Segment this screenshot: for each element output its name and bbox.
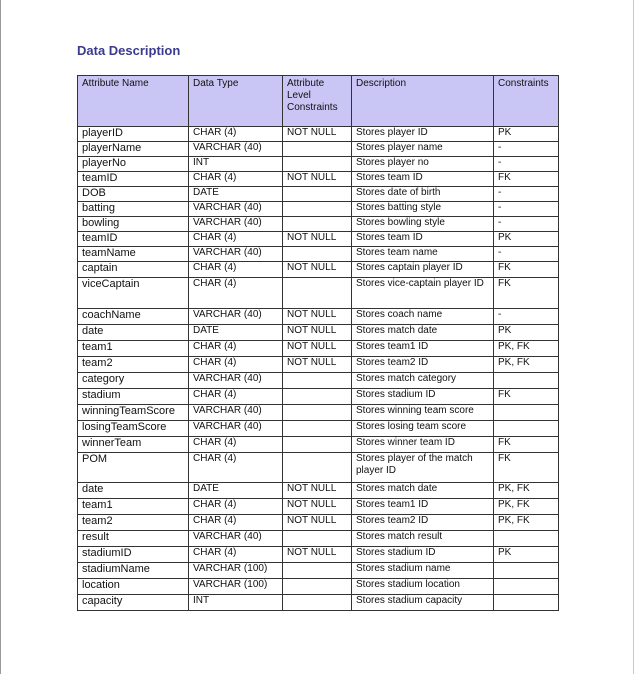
data-type-cell: INT — [189, 157, 283, 172]
constraints-cell — [494, 531, 559, 547]
data-type-cell: DATE — [189, 325, 283, 341]
data-type-cell: VARCHAR (40) — [189, 405, 283, 421]
attribute-name-cell: DOB — [78, 187, 189, 202]
attribute-name-cell: playerNo — [78, 157, 189, 172]
description-cell: Stores winning team score — [352, 405, 494, 421]
constraints-cell: PK, FK — [494, 515, 559, 531]
attribute-constraint-cell: NOT NULL — [283, 309, 352, 325]
table-row — [78, 595, 559, 611]
attribute-constraint-cell — [283, 531, 352, 547]
constraints-cell: - — [494, 309, 559, 325]
attribute-constraint-cell — [283, 217, 352, 232]
description-cell: Stores team ID — [352, 172, 494, 187]
header-attribute-level-constraints: Attribute Level Constraints — [283, 76, 352, 127]
description-cell: Stores team2 ID — [352, 515, 494, 531]
attribute-name-cell: winnerTeam — [78, 437, 189, 453]
data-type-cell: CHAR (4) — [189, 499, 283, 515]
description-cell: Stores team name — [352, 247, 494, 262]
data-type-cell: CHAR (4) — [189, 437, 283, 453]
attribute-name-cell: location — [78, 579, 189, 595]
attribute-name-cell: viceCaptain — [78, 278, 189, 309]
constraints-cell: FK — [494, 437, 559, 453]
attribute-constraint-cell — [283, 563, 352, 579]
table-row — [78, 142, 559, 157]
attribute-constraint-cell: NOT NULL — [283, 232, 352, 247]
description-cell: Stores player ID — [352, 127, 494, 142]
table-row — [78, 389, 559, 405]
description-cell: Stores stadium location — [352, 579, 494, 595]
attribute-name-cell: playerID — [78, 127, 189, 142]
attribute-constraint-cell — [283, 421, 352, 437]
attribute-name-cell: capacity — [78, 595, 189, 611]
attribute-constraint-cell: NOT NULL — [283, 341, 352, 357]
description-cell: Stores team ID — [352, 232, 494, 247]
constraints-cell: PK — [494, 547, 559, 563]
constraints-cell: PK, FK — [494, 357, 559, 373]
data-type-cell: VARCHAR (40) — [189, 373, 283, 389]
attribute-constraint-cell — [283, 278, 352, 309]
description-cell: Stores team2 ID — [352, 357, 494, 373]
constraints-cell: - — [494, 142, 559, 157]
data-type-cell: CHAR (4) — [189, 278, 283, 309]
data-type-cell: CHAR (4) — [189, 172, 283, 187]
constraints-cell: - — [494, 187, 559, 202]
table-header-row — [78, 76, 559, 127]
table-row — [78, 202, 559, 217]
data-type-cell: CHAR (4) — [189, 341, 283, 357]
data-type-cell: VARCHAR (100) — [189, 579, 283, 595]
description-cell: Stores player no — [352, 157, 494, 172]
attribute-constraint-cell — [283, 373, 352, 389]
data-type-cell: VARCHAR (40) — [189, 217, 283, 232]
description-cell: Stores player of the match player ID — [352, 453, 494, 483]
constraints-cell: - — [494, 202, 559, 217]
data-type-cell: VARCHAR (40) — [189, 247, 283, 262]
constraints-cell: PK — [494, 325, 559, 341]
table-row — [78, 515, 559, 531]
header-attribute-name: Attribute Name — [78, 76, 189, 127]
attribute-constraint-cell: NOT NULL — [283, 483, 352, 499]
description-cell: Stores stadium ID — [352, 547, 494, 563]
attribute-name-cell: result — [78, 531, 189, 547]
attribute-constraint-cell: NOT NULL — [283, 515, 352, 531]
data-type-cell: INT — [189, 595, 283, 611]
constraints-cell: - — [494, 217, 559, 232]
data-type-cell: CHAR (4) — [189, 127, 283, 142]
description-cell: Stores match category — [352, 373, 494, 389]
table-row — [78, 262, 559, 278]
description-cell: Stores team1 ID — [352, 341, 494, 357]
table-row — [78, 172, 559, 187]
attribute-constraint-cell — [283, 142, 352, 157]
attribute-constraint-cell: NOT NULL — [283, 262, 352, 278]
data-description-table — [77, 75, 559, 611]
attribute-name-cell: POM — [78, 453, 189, 483]
data-type-cell: VARCHAR (40) — [189, 421, 283, 437]
table-row — [78, 483, 559, 499]
attribute-constraint-cell: NOT NULL — [283, 325, 352, 341]
table-row — [78, 157, 559, 172]
table-row — [78, 187, 559, 202]
table-row — [78, 278, 559, 309]
constraints-cell: PK, FK — [494, 341, 559, 357]
description-cell: Stores winner team ID — [352, 437, 494, 453]
description-cell: Stores stadium ID — [352, 389, 494, 405]
table-row — [78, 232, 559, 247]
header-constraints: Constraints — [494, 76, 559, 127]
description-cell: Stores vice-captain player ID — [352, 278, 494, 309]
table-body — [78, 127, 559, 611]
attribute-name-cell: bowling — [78, 217, 189, 232]
data-type-cell: VARCHAR (40) — [189, 142, 283, 157]
data-type-cell: DATE — [189, 187, 283, 202]
table-row — [78, 437, 559, 453]
description-cell: Stores losing team score — [352, 421, 494, 437]
attribute-name-cell: team2 — [78, 515, 189, 531]
table-row — [78, 563, 559, 579]
attribute-name-cell: team1 — [78, 341, 189, 357]
data-type-cell: VARCHAR (40) — [189, 531, 283, 547]
attribute-name-cell: stadium — [78, 389, 189, 405]
attribute-constraint-cell: NOT NULL — [283, 127, 352, 142]
description-cell: Stores match result — [352, 531, 494, 547]
table-row — [78, 453, 559, 483]
constraints-cell: PK — [494, 232, 559, 247]
attribute-name-cell: date — [78, 325, 189, 341]
attribute-name-cell: date — [78, 483, 189, 499]
attribute-name-cell: captain — [78, 262, 189, 278]
attribute-name-cell: stadiumID — [78, 547, 189, 563]
constraints-cell: FK — [494, 172, 559, 187]
description-cell: Stores batting style — [352, 202, 494, 217]
table-row — [78, 325, 559, 341]
attribute-name-cell: stadiumName — [78, 563, 189, 579]
attribute-constraint-cell — [283, 437, 352, 453]
attribute-constraint-cell — [283, 157, 352, 172]
description-cell: Stores date of birth — [352, 187, 494, 202]
attribute-constraint-cell — [283, 202, 352, 217]
table-row — [78, 357, 559, 373]
table-row — [78, 373, 559, 389]
constraints-cell: FK — [494, 278, 559, 309]
data-type-cell: CHAR (4) — [189, 357, 283, 373]
description-cell: Stores match date — [352, 325, 494, 341]
table-row — [78, 579, 559, 595]
constraints-cell: FK — [494, 389, 559, 405]
description-cell: Stores player name — [352, 142, 494, 157]
attribute-constraint-cell — [283, 389, 352, 405]
constraints-cell — [494, 373, 559, 389]
description-cell: Stores stadium capacity — [352, 595, 494, 611]
section-title: Data Description — [77, 43, 181, 58]
attribute-name-cell: losingTeamScore — [78, 421, 189, 437]
description-cell: Stores match date — [352, 483, 494, 499]
description-cell: Stores coach name — [352, 309, 494, 325]
attribute-name-cell: category — [78, 373, 189, 389]
constraints-cell — [494, 579, 559, 595]
data-type-cell: CHAR (4) — [189, 389, 283, 405]
description-cell: Stores stadium name — [352, 563, 494, 579]
constraints-cell: PK, FK — [494, 483, 559, 499]
description-cell: Stores team1 ID — [352, 499, 494, 515]
constraints-cell: PK — [494, 127, 559, 142]
attribute-constraint-cell: NOT NULL — [283, 172, 352, 187]
data-type-cell: VARCHAR (40) — [189, 202, 283, 217]
attribute-constraint-cell — [283, 453, 352, 483]
attribute-name-cell: team1 — [78, 499, 189, 515]
table-row — [78, 531, 559, 547]
attribute-constraint-cell — [283, 247, 352, 262]
attribute-constraint-cell: NOT NULL — [283, 357, 352, 373]
data-type-cell: CHAR (4) — [189, 515, 283, 531]
data-type-cell: VARCHAR (100) — [189, 563, 283, 579]
attribute-name-cell: teamName — [78, 247, 189, 262]
attribute-name-cell: playerName — [78, 142, 189, 157]
table-row — [78, 309, 559, 325]
attribute-constraint-cell: NOT NULL — [283, 547, 352, 563]
data-type-cell: CHAR (4) — [189, 232, 283, 247]
table-row — [78, 341, 559, 357]
data-type-cell: CHAR (4) — [189, 262, 283, 278]
attribute-constraint-cell — [283, 579, 352, 595]
data-type-cell: CHAR (4) — [189, 547, 283, 563]
attribute-constraint-cell — [283, 405, 352, 421]
attribute-name-cell: team2 — [78, 357, 189, 373]
data-type-cell: CHAR (4) — [189, 453, 283, 483]
data-type-cell: VARCHAR (40) — [189, 309, 283, 325]
attribute-constraint-cell — [283, 595, 352, 611]
constraints-cell: - — [494, 247, 559, 262]
table-row — [78, 405, 559, 421]
table-row — [78, 421, 559, 437]
attribute-name-cell: coachName — [78, 309, 189, 325]
attribute-constraint-cell: NOT NULL — [283, 499, 352, 515]
constraints-cell: FK — [494, 262, 559, 278]
attribute-name-cell: batting — [78, 202, 189, 217]
constraints-cell — [494, 421, 559, 437]
table-row — [78, 127, 559, 142]
table-row — [78, 217, 559, 232]
table-row — [78, 247, 559, 262]
page-left-edge — [0, 0, 1, 674]
constraints-cell: FK — [494, 453, 559, 483]
constraints-cell: - — [494, 157, 559, 172]
attribute-name-cell: teamID — [78, 172, 189, 187]
header-data-type: Data Type — [189, 76, 283, 127]
constraints-cell — [494, 595, 559, 611]
data-type-cell: DATE — [189, 483, 283, 499]
table-row — [78, 547, 559, 563]
attribute-constraint-cell — [283, 187, 352, 202]
table-row — [78, 499, 559, 515]
constraints-cell — [494, 563, 559, 579]
header-description: Description — [352, 76, 494, 127]
description-cell: Stores captain player ID — [352, 262, 494, 278]
constraints-cell: PK, FK — [494, 499, 559, 515]
attribute-name-cell: winningTeamScore — [78, 405, 189, 421]
description-cell: Stores bowling style — [352, 217, 494, 232]
constraints-cell — [494, 405, 559, 421]
attribute-name-cell: teamID — [78, 232, 189, 247]
